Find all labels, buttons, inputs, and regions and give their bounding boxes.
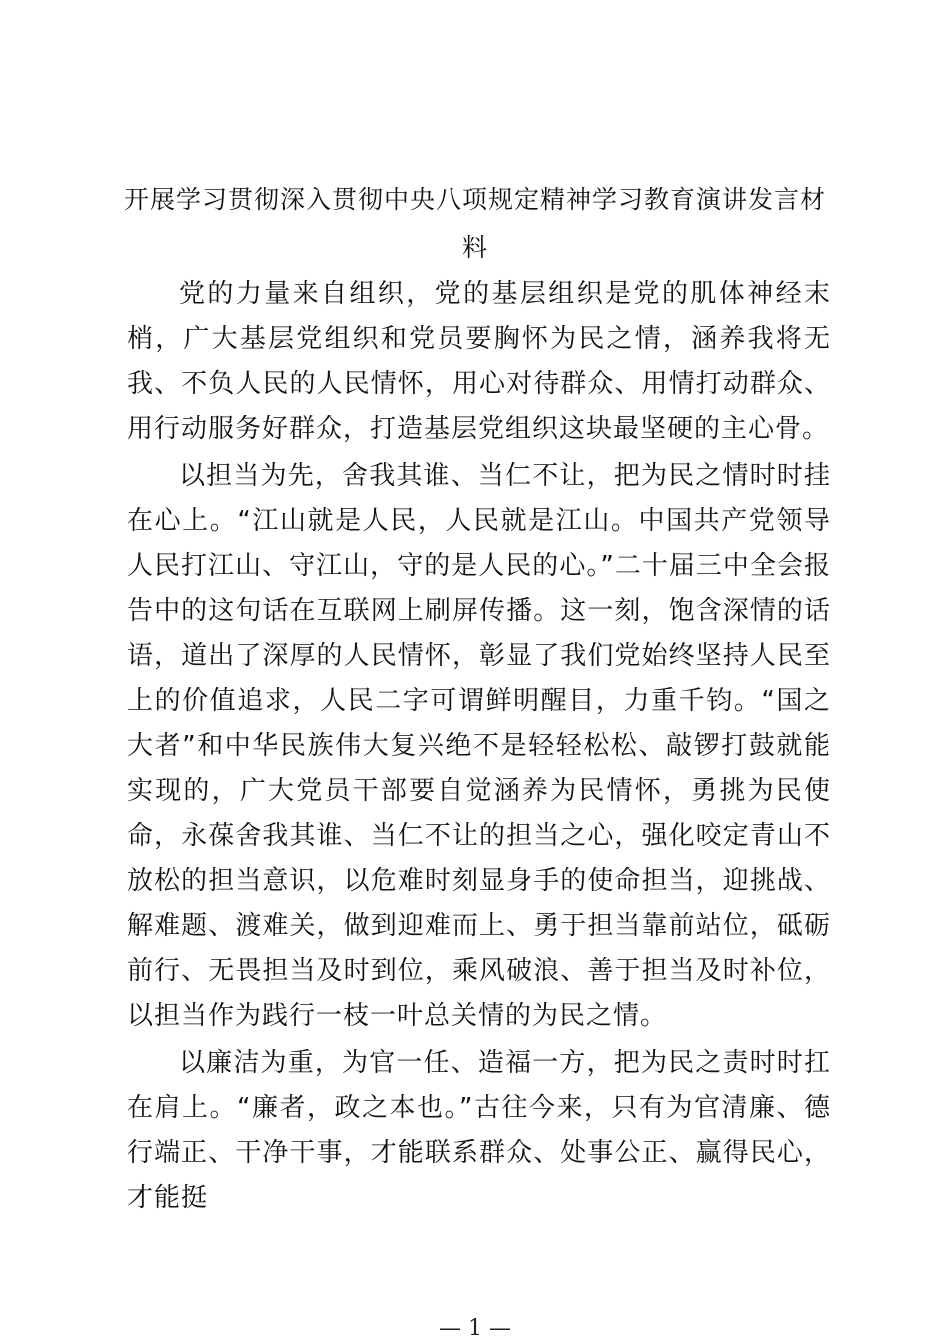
paragraph-2: 以担当为先，舍我其谁、当仁不让，把为民之情时时挂在心上。“江山就是人民，人民就是江山。中国共产党领导人民打江山、守江山，守的是人民的心。”二十届三中全会报告中的这句话在互联网上刷屏传播。这一刻，饱含深情的话语，道出了深厚的人民情怀，彰显了我们党始终坚持人民至上的价值追求，人民二字可谓鲜明醒目，力重千钧。“国之大者”和中华民族伟大复兴绝不是轻轻松松、敲锣打鼓就能实现的，广大党员干部要自觉涵养为民情怀，勇挑为民使命，永葆舍我其谁、当仁不让的担当之心，强化咬定青山不放松的担当意识，以危难时刻显身手的使命担当，迎挑战、解难题、渡难关，做到迎难而上、勇于担当靠前站位，砥砺前行、无畏担当及时到位，乘风破浪、善于担当及时补位，以担当作为践行一枝一叶总关情的为民之情。 bbox=[127, 461, 831, 1031]
paragraph-1: 党的力量来自组织，党的基层组织是党的肌体神经末梢，广大基层党组织和党员要胸怀为民之情，涵养我将无我、不负人民的人民情怀，用心对待群众、用情打动群众、用行动服务好群众，打造基层党组织这块最坚硬的主心骨。 bbox=[127, 279, 831, 444]
page-number: — 1 — bbox=[439, 1316, 511, 1341]
document-body bbox=[127, 272, 831, 1221]
document-title: 开展学习贯彻深入贯彻中央八项规定精神学习教育演讲发言材料 bbox=[123, 185, 826, 262]
paragraph-3: 以廉洁为重，为官一任、造福一方，把为民之责时时扛在肩上。“廉者，政之本也。”古往今来，只有为官清廉、德行端正、干净干事，才能联系群众、处事公正、赢得民心，才能挺 bbox=[127, 1048, 831, 1213]
